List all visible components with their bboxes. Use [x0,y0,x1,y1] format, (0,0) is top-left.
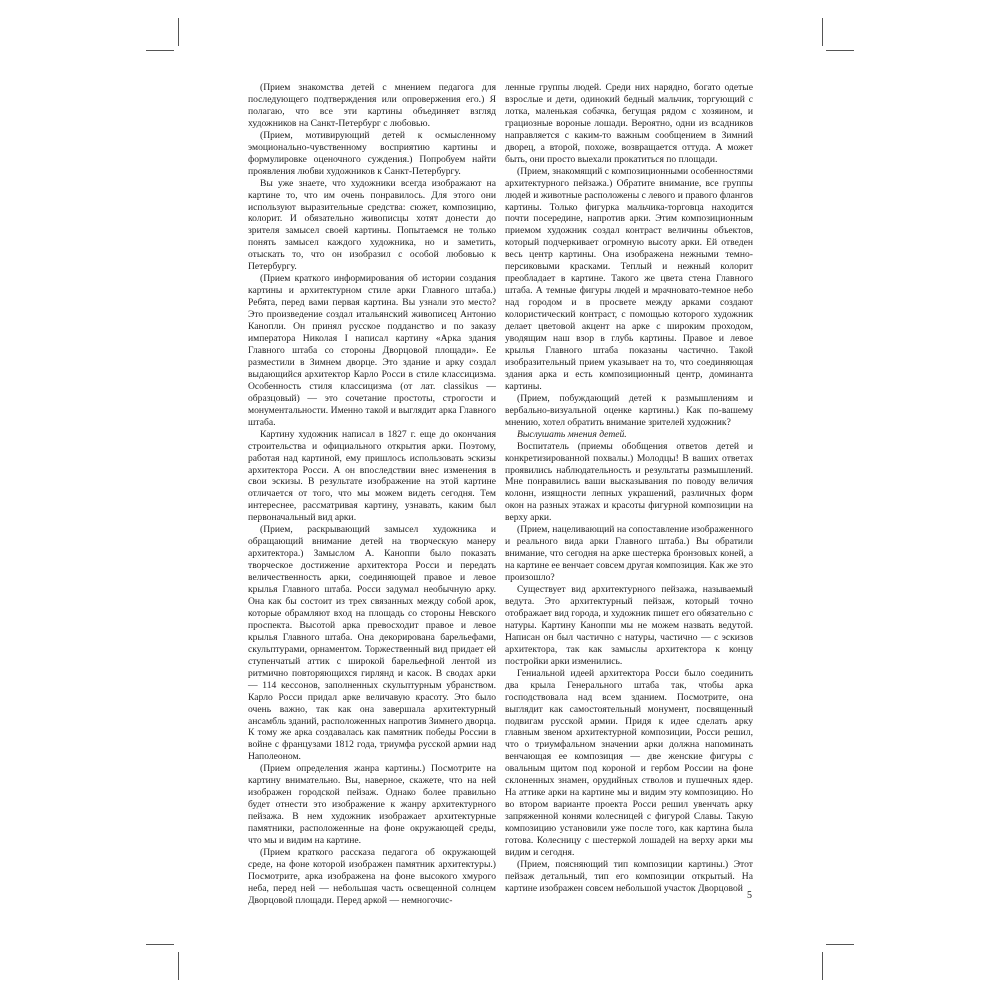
crop-mark [826,50,854,51]
paragraph: Гениальной идеей архитектора Росси было соединить два крыла Генерального штаба так, чтобы арка господствовала над всем зданием. Посмотрите, она выглядит как самостоятельный монумент, посвященный подвигам русской армии. Придя к идее сделать арку главным звеном архитектурной композиции, Росси решил, что о триумфальном значении арки должна напоминать венчающая ее композиция — две женские фигуры с овальным щитом под короной и гербом России на фоне склоненных знамен, орудийных стволов и пушечных ядер. На аттике арки на картине мы и видим эту композицию. Но во втором варианте проекта Росси решил увенчать арку запряженной конями колесницей с фигурой Славы. Такую композицию установили уже после того, как картина была готова. Колесницу с шестеркой лошадей на верху арки мы видим и сегодня. [505,667,753,858]
paragraph: Выслушать мнения детей. [517,428,627,440]
crop-mark [146,944,174,945]
paragraph: Вы уже знаете, что художники всегда изображают на картине то, что им очень понравилось. Для этого они используют выразительные средства: сюжет, композицию, колорит. И обязательно живописцы хотят донести до зрителя замысел своей картины. Попытаемся не только понять замысел каждого художника, но и заметить, отыскать то, что он изобразил с особой любовью к Петербургу. [248,177,496,273]
paragraph: Картину художник написал в 1827 г. еще до окончания строительства и официального открытия арки. Поэтому, работая над картиной, ему пришлось использовать эскизы архитектора Росси. А он впоследствии внес изменения в свои эскизы. В результате изображение на этой картине отличается от того, что мы можем видеть сегодня. Тем интереснее, рассматривая картину, узнавать, каким был первоначальный вид арки. [248,428,496,524]
paragraph: (Прием, побуждающий детей к размышлениям и вербально-визуальной оценке картины.) Как по-вашему мнению, хотел обратить внимание зрителей художник? [505,392,753,428]
paragraph: (Прием, нацеливающий на сопоставление изображенного и реального вида арки Главного штаба.) Вы обратили внимание, что сегодня на арке шестерка бронзовых коней, а на картине ее венчает совсем другая композиция. Как же это произошло? [505,524,753,584]
left-text-column [248,82,496,907]
paragraph: (Прием, раскрывающий замысел художника и обращающий внимание детей на творческую манеру архитектора.) Замыслом А. Каноппи было показать творческое достижение архитектора Росси и передать величественность арки, соединяющей правое и левое крылья Главного штаба. Росси задумал необычную арку. Она как бы состоит из трех связанных между собой арок, которые обрамляют вход на площадь со стороны Невского проспекта. Высотой арка превосходит правое и левое крылья Главного штаба. Она декорирована барельефами, скульптурами, орнаментом. Торжественный вид придает ей ступенчатый аттик с широкой барельефной лентой из ритмично повторяющихся гирлянд и касок. В сводах арки — 114 кессонов, заполненных скульптурным убранством. Карло Росси придал арке величавую красоту. Это было очень важно, так как она завершала архитектурный ансамбль зданий, расположенных напротив Зимнего дворца. К тому же арка создавалась как памятник победы России в войне с французами 1812 года, триумфа русской армии над Наполеоном. [248,524,496,763]
paragraph: Существует вид архитектурного пейзажа, называемый ведута. Это архитектурный пейзаж, который точно отображает вид города, и художник пишет его обязательно с натуры. Картину Каноппи мы не можем назвать ведутой. Написан он был частично с натуры, частично — с эскизов архитектора, так как замыслы архитектора к концу постройки арки изменились. [505,584,753,667]
paragraph: ленные группы людей. Среди них нарядно, богато одетые взрослые и дети, одинокий бедный мальчик, торгующий с лотка, маленькая собачка, бегущая рядом с хозяином, и грациозные вороные лошади. Вероятно, одни из всадников направляется с каким-то важным сообщением в Зимний дворец, а второй, похоже, возвращается оттуда. А может быть, они просто выехали прокатиться по площади. [505,82,753,165]
crop-mark [822,952,823,980]
paragraph: (Прием знакомства детей с мнением педагога для последующего подтверждения или опровержения его.) Я полагаю, что все эти картины объединяет взгляд художников на Санкт-Петербург с любовью. [248,82,496,129]
crop-mark [146,50,174,51]
paragraph: (Прием, поясняющий тип композиции картины.) Этот пейзаж детальный, тип его композиции открытый. На картине изображен совсем небольшой участок Дворцовой [505,858,753,894]
paragraph: Воспитатель (приемы обобщения ответов детей и конкретизированной похвалы.) Молодцы! В ваших ответах проявились наблюдательность и результаты размышлений. Мне понравились ваши высказывания по поводу величия колонн, изящности лепных украшений, различных форм окон на разных этажах и красоты фигурной композиции на верху арки. [505,440,753,524]
paragraph: (Прием краткого рассказа педагога об окружающей среде, на фоне которой изображен памятник архитектуры.) Посмотрите, арка изображена на фоне высокого хмурого неба, перед ней — небольшая часть освещенной солнцем Дворцовой площади. Перед аркой — немногочис- [248,847,496,906]
crop-mark [822,18,823,46]
crop-mark [826,944,854,945]
paragraph: (Прием определения жанра картины.) Посмотрите на картину внимательно. Вы, наверное, скажете, что на ней изображен городской пейзаж. Однако более правильно будет отнести это изображение к жанру архитектурного пейзажа. В нем художник изображает архитектурные памятники, расположенные на фоне окружающей среды, что мы и видим на картине. [248,763,496,847]
crop-mark [178,952,179,980]
paragraph: (Прием краткого информирования об истории создания картины и архитектурном стиле арки Главного штаба.) Ребята, перед вами первая картина. Вы узнали это место? Это произведение создал итальянский живописец Антонио Канопли. Он принял русское подданство и по заказу императора Николая I написал картину «Арка здания Главного штаба со стороны Дворцовой площади». Ее разместили в Зимнем дворце. Это здание и арку создал выдающийся архитектор Карло Росси в стиле классицизма. Особенность стиля классицизма (от лат. classikus — образцовый) — это сочетание простоты, строгости и монументальности. Именно такой и выглядит арка Главного штаба. [248,273,496,428]
paragraph: (Прием, знакомящий с композиционными особенностями архитектурного пейзажа.) Обратите внимание, все группы людей и животные расположены с левого и правого флангов картины. Только фигурка мальчика-торговца находится почти посередине, напротив арки. Этим композиционным приемом художник создал контраст величины объектов, который подчеркивает огромную высоту арки. Ей отведен весь центр картины. Она изображена нежными темно-персиковыми красками. Теплый и нежный колорит преобладает в картине. Такого же цвета стена Главного штаба. А темные фигуры людей и мрачновато-темное небо над городом и в просвете между арками создают колористический контраст, с помощью которого художник делает цветовой акцент на арке с широким проходом, уводящим наш взор в глубь картины. Правое и левое крылья Главного штаба показаны частично. Такой изобразительный прием указывает на то, что соединяющая здания арка и есть композиционный центр, доминанта картины. [505,165,753,392]
page-number: 5 [747,890,752,901]
paragraph: (Прием, мотивирующий детей к осмысленному эмоционально-чувственному восприятию картины и формулировке оценочного суждения.) Попробуем найти проявления любви художников к Санкт-Петербургу. [248,129,496,177]
right-text-column [505,82,753,895]
crop-mark [178,18,179,46]
